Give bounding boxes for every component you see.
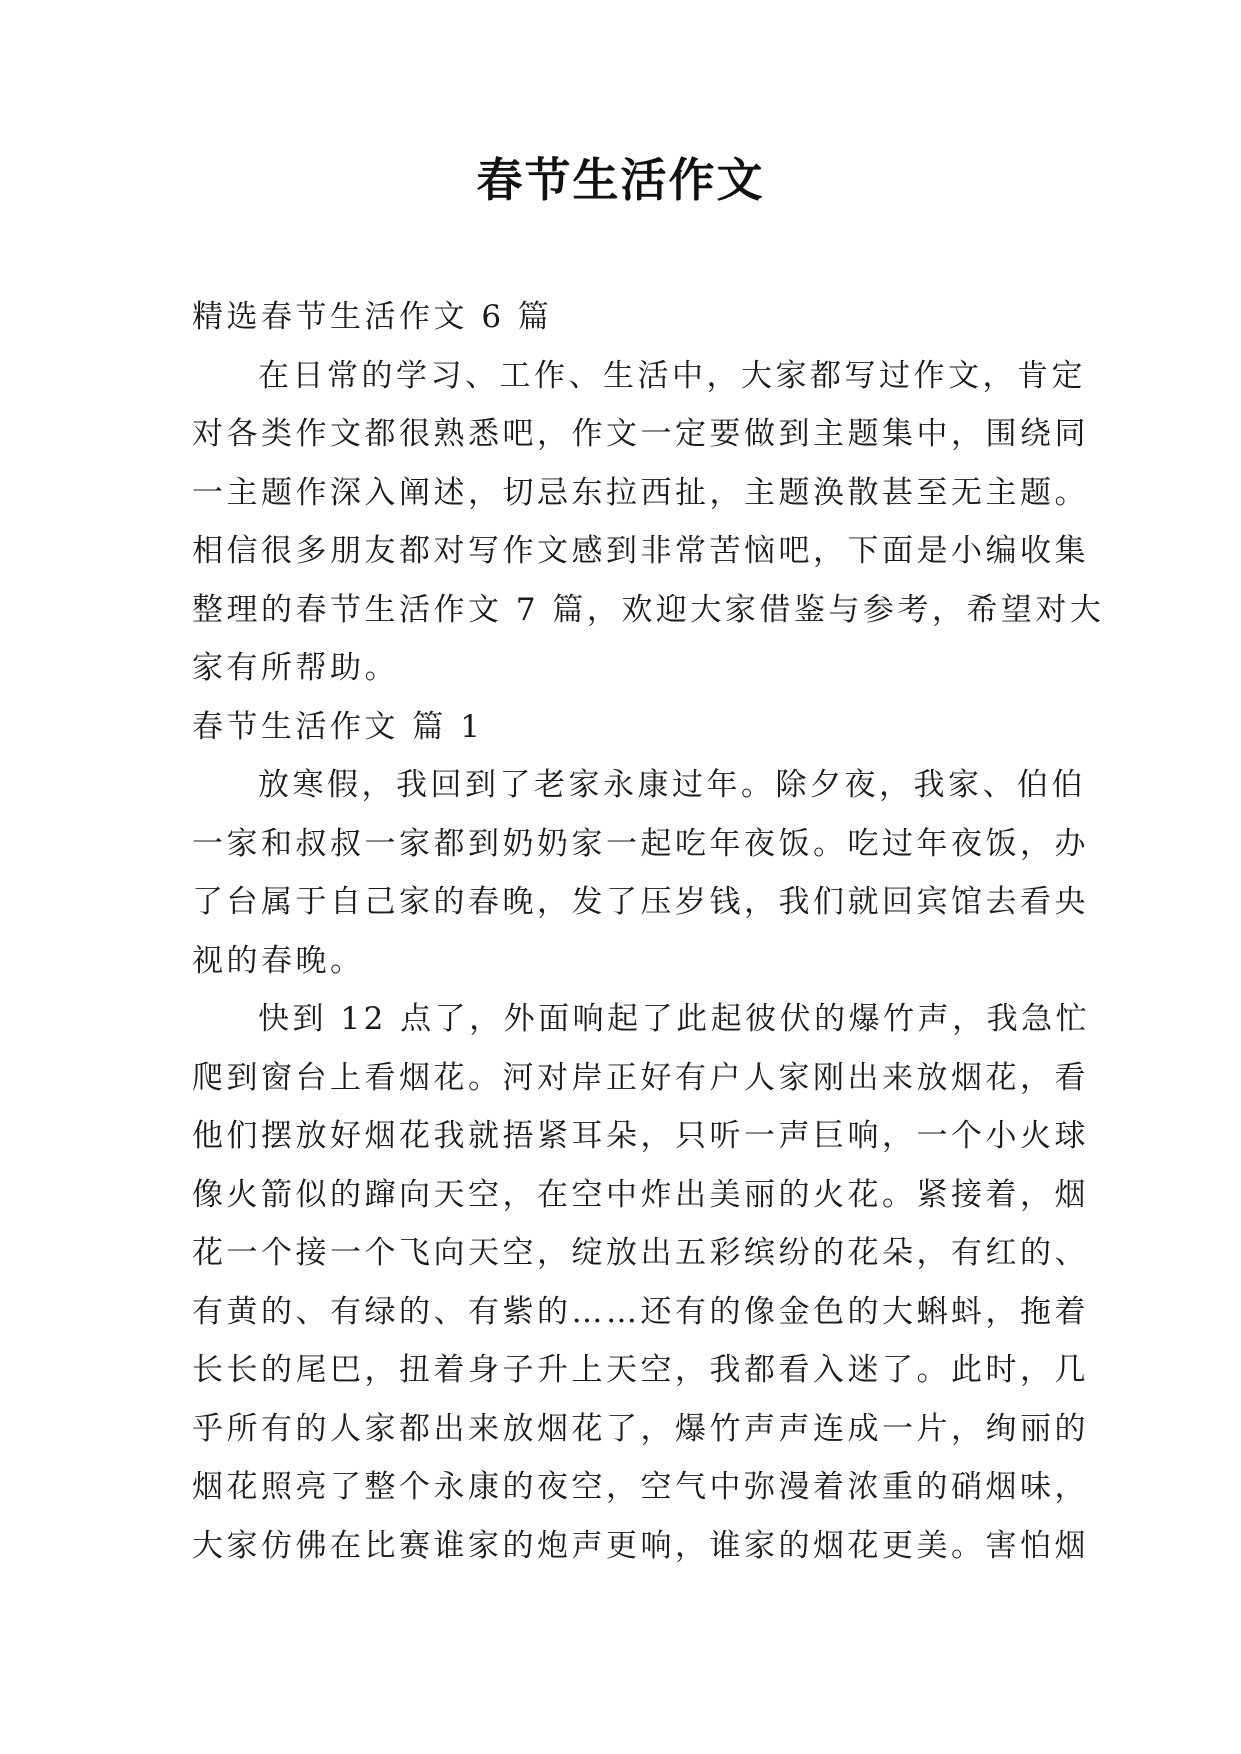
- paragraph-2: [192, 990, 1091, 1575]
- paragraph-1: [192, 756, 1089, 990]
- intro-line: 相信很多朋友都对写作文感到非常苦恼吧，下面是小编收集: [192, 533, 1089, 569]
- paragraph-line: 视的春晚。: [192, 942, 365, 979]
- intro-line: 在日常的学习、工作、生活中，大家都写过作文，肯定: [258, 357, 1086, 394]
- paragraph-line: 放寒假，我回到了老家永康过年。除夕夜，我家、伯伯: [258, 767, 1086, 803]
- paragraph-line: 大家仿佛在比赛谁家的炮声更响，谁家的烟花更美。害怕烟: [192, 1527, 1089, 1564]
- paragraph-line: 像火箭似的蹿向天空，在空中炸出美丽的火花。紧接着，烟: [192, 1176, 1089, 1213]
- paragraph-line: 有黄的、有绿的、有紫的……还有的像金色的大蝌蚪，拖着: [192, 1293, 1089, 1330]
- subtitle: 精选春节生活作文 6 篇: [192, 299, 553, 335]
- paragraph-line: 花一个接一个飞向天空，绽放出五彩缤纷的花朵，有红的、: [192, 1235, 1089, 1271]
- intro-paragraph: [192, 347, 1105, 698]
- paragraph-line: 长长的尾巴，扭着身子升上天空，我都看入迷了。此时，几: [192, 1352, 1089, 1388]
- paragraph-line: 爬到窗台上看烟花。河对岸正好有户人家刚出来放烟花，看: [192, 1059, 1089, 1096]
- paragraph-line: 了台属于自己家的春晚，发了压岁钱，我们就回宾馆去看央: [192, 884, 1089, 920]
- section-heading: 春节生活作文 篇 1: [192, 708, 484, 745]
- paragraph-line: 烟花照亮了整个永康的夜空，空气中弥漫着浓重的硝烟味，: [192, 1469, 1089, 1505]
- paragraph-line: 一家和叔叔一家都到奶奶家一起吃年夜饭。吃过年夜饭，办: [192, 825, 1089, 862]
- paragraph-line: 他们摆放好烟花我就捂紧耳朵，只听一声巨响，一个小火球: [192, 1118, 1089, 1154]
- paragraph-line: 快到 12 点了，外面响起了此起彼伏的爆竹声，我急忙: [258, 1001, 1091, 1037]
- paragraph-line: 乎所有的人家都出来放烟花了，爆竹声声连成一片，绚丽的: [192, 1410, 1089, 1447]
- document-title: 春节生活作文: [476, 153, 765, 207]
- intro-line: 对各类作文都很熟悉吧，作文一定要做到主题集中，围绕同: [192, 416, 1089, 452]
- intro-line: 一主题作深入阐述，切忌东拉西扯，主题涣散甚至无主题。: [192, 474, 1089, 511]
- document-body: [192, 288, 1105, 1575]
- intro-line: 家有所帮助。: [192, 650, 399, 686]
- intro-line: 整理的春节生活作文 7 篇，欢迎大家借鉴与参考，希望对大: [192, 591, 1105, 628]
